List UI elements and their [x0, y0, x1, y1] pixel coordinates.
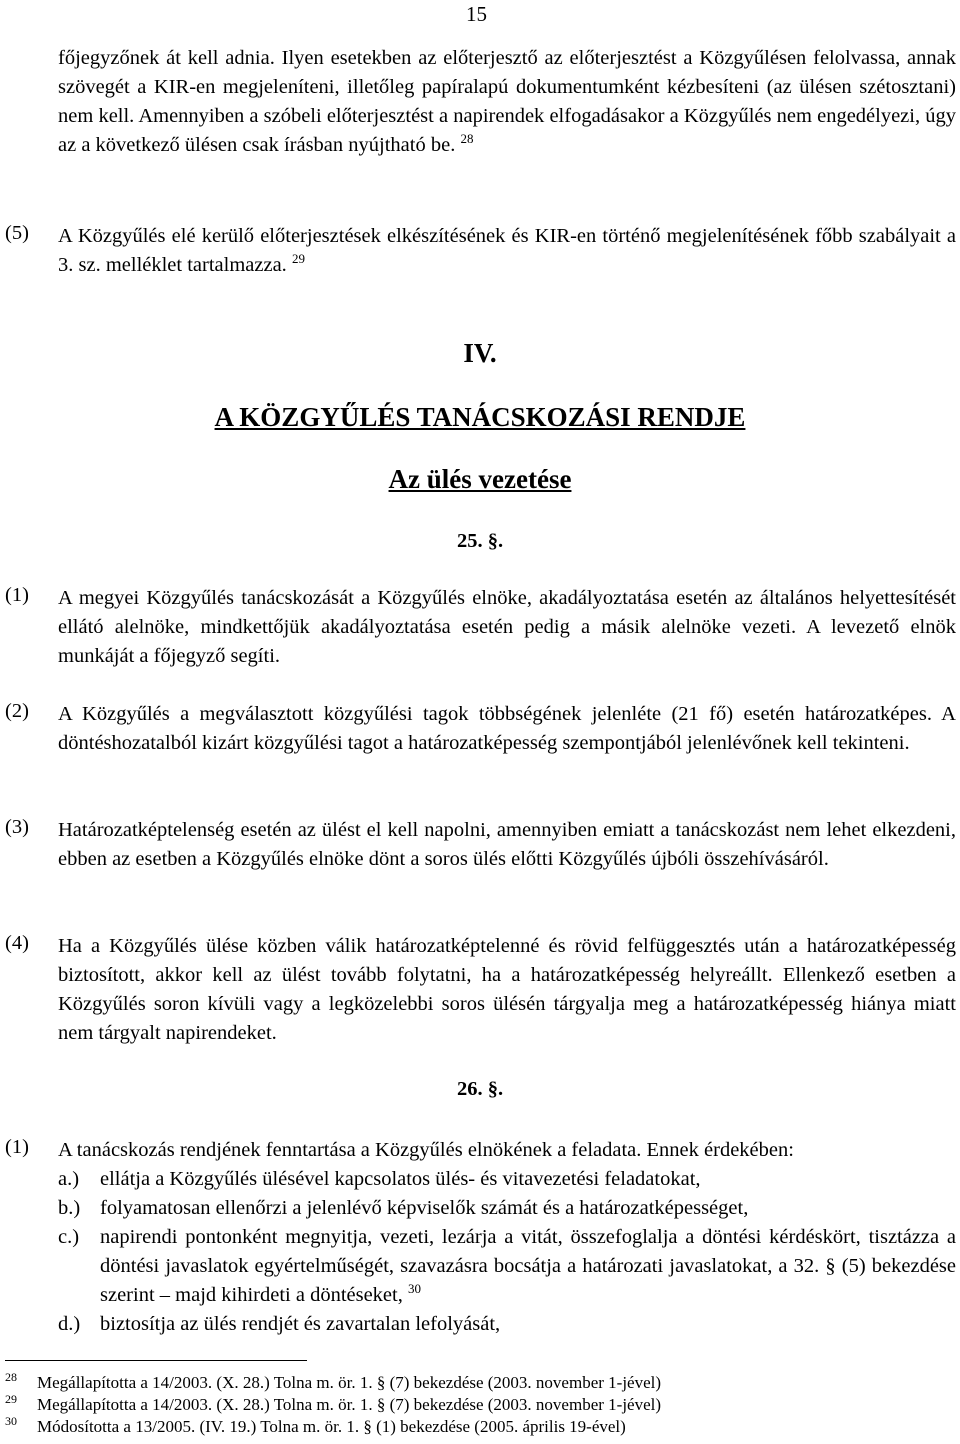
footnote-ref-28[interactable]: 28 — [460, 131, 474, 147]
footnote-number: 29 — [5, 1392, 17, 1406]
footnote-text: Módosította a 13/2005. (IV. 19.) Tolna m. ör. 1. § (1) bekezdése (2005. április 19-ével) — [37, 1417, 626, 1436]
footnote-ref-29[interactable]: 29 — [291, 251, 305, 267]
chapter-number: IV. — [463, 338, 497, 368]
para5 — [58, 222, 956, 280]
s26-item-a-label: a.) — [58, 1168, 80, 1190]
s26-p1-text: A tanácskozás rendjének fenntartása a Közgyűlés elnökének a feladata. Ennek érdekében: — [58, 1139, 794, 1161]
s26-item-c — [100, 1223, 956, 1310]
s25-p3-label: (3) — [5, 816, 29, 838]
footnote-ref-30[interactable]: 30 — [407, 1281, 421, 1297]
footnote-text: Megállapította a 14/2003. (X. 28.) Tolna m. ör. 1. § (7) bekezdése (2003. november 1-jével) — [37, 1395, 662, 1414]
intro-paragraph — [58, 44, 956, 160]
s26-item-b-text: folyamatosan ellenőrzi a jelenlévő képviselők számát és a határozatképességet, — [100, 1197, 749, 1219]
section-subtitle: Az ülés vezetése — [388, 464, 572, 494]
section-25-heading: 25. §. — [456, 530, 504, 552]
s26-item-d-label: d.) — [58, 1313, 81, 1335]
s26-item-d-text: biztosítja az ülés rendjét és zavartalan lefolyását, — [100, 1313, 501, 1335]
page-number: 15 — [466, 2, 487, 26]
s26-item-b-label: b.) — [58, 1197, 81, 1219]
s26-item-c-text: napirendi pontonként megnyitja, vezeti, lezárja a vitát, összefoglalja a döntési kérdéskört, tisztázza a döntési javaslatok egyértelműségét, szavazásra bocsátja a határozati javaslatokat, a 32. § (5) bekezdése szerint – majd kihirdeti a döntéseket, — [100, 1226, 956, 1306]
para5-label: (5) — [5, 222, 29, 244]
s26-item-a-text: ellátja a Közgyűlés ülésével kapcsolatos ülés- és vitavezetési feladatokat, — [100, 1168, 701, 1190]
s25-p3-text: Határozatképtelenség esetén az ülést el kell napolni, amennyiben emiatt a tanácskozást nem lehet elkezdeni, ebben az esetben a Közgyűlés elnöke dönt a soros ülés előtti Közgyűlés újbóli összehívásáról. — [58, 819, 956, 870]
footnote-text: Megállapította a 14/2003. (X. 28.) Tolna m. ör. 1. § (7) bekezdése (2003. november 1-jével) — [37, 1373, 662, 1392]
s25-p2-text: A Közgyűlés a megválasztott közgyűlési tagok többségének jelenléte (21 fő) esetén határozatképes. A döntéshozatalból kizárt közgyűlési tagot a határozatképesség szempontjából jelenlévőnek kell tekinteni. — [58, 703, 956, 754]
s26-item-c-label: c.) — [58, 1226, 80, 1248]
para5-text: A Közgyűlés elé kerülő előterjesztések elkészítésének és KIR-en történő megjelenítésének főbb szabályait a 3. sz. melléklet tartalmazza. — [58, 225, 956, 276]
footnote-number: 28 — [5, 1370, 17, 1384]
s25-p2-label: (2) — [5, 700, 29, 722]
footnote-number: 30 — [5, 1414, 17, 1428]
footnote-divider — [5, 1360, 307, 1361]
s25-p1-label: (1) — [5, 584, 29, 606]
s26-p1-label: (1) — [5, 1136, 29, 1158]
chapter-title: A KÖZGYŰLÉS TANÁCSKOZÁSI RENDJE — [214, 402, 746, 432]
s25-p4-label: (4) — [5, 932, 29, 954]
s25-p1-text: A megyei Közgyűlés tanácskozását a Közgyűlés elnöke, akadályoztatása esetén az általános helyettesítését ellátó alelnöke, mindkettőjük akadályoztatása esetén pedig a másik alelnöke vezeti. A levezető elnök munkáját a főjegyző segíti. — [58, 587, 956, 667]
section-26-heading: 26. §. — [456, 1078, 504, 1100]
intro-text: főjegyzőnek át kell adnia. Ilyen esetekben az előterjesztő az előterjesztést a Közgyűlésen felolvassa, annak szövegét a KIR-en megjeleníteni, illetőleg papíralapú dokumentumként kézbesíteni (az ülésen szétosztani) nem kell. Amennyiben a szóbeli előterjesztést a napirendek elfogadásakor a Közgyűlés nem engedélyezi, úgy az a következő ülésen csak írásban nyújtható be. — [58, 47, 956, 156]
s25-p4-text: Ha a Közgyűlés ülése közben válik határozatképtelenné és rövid felfüggesztés után a határozatképesség biztosított, akkor kell az ülést tovább folytatni, ha a határozatképesség helyreállt. Ellenkező esetben a Közgyűlés soron kívüli vagy a legközelebbi soros ülésén tárgyalja meg a határozatképesség hiánya miatt nem tárgyalt napirendeket. — [58, 935, 956, 1044]
